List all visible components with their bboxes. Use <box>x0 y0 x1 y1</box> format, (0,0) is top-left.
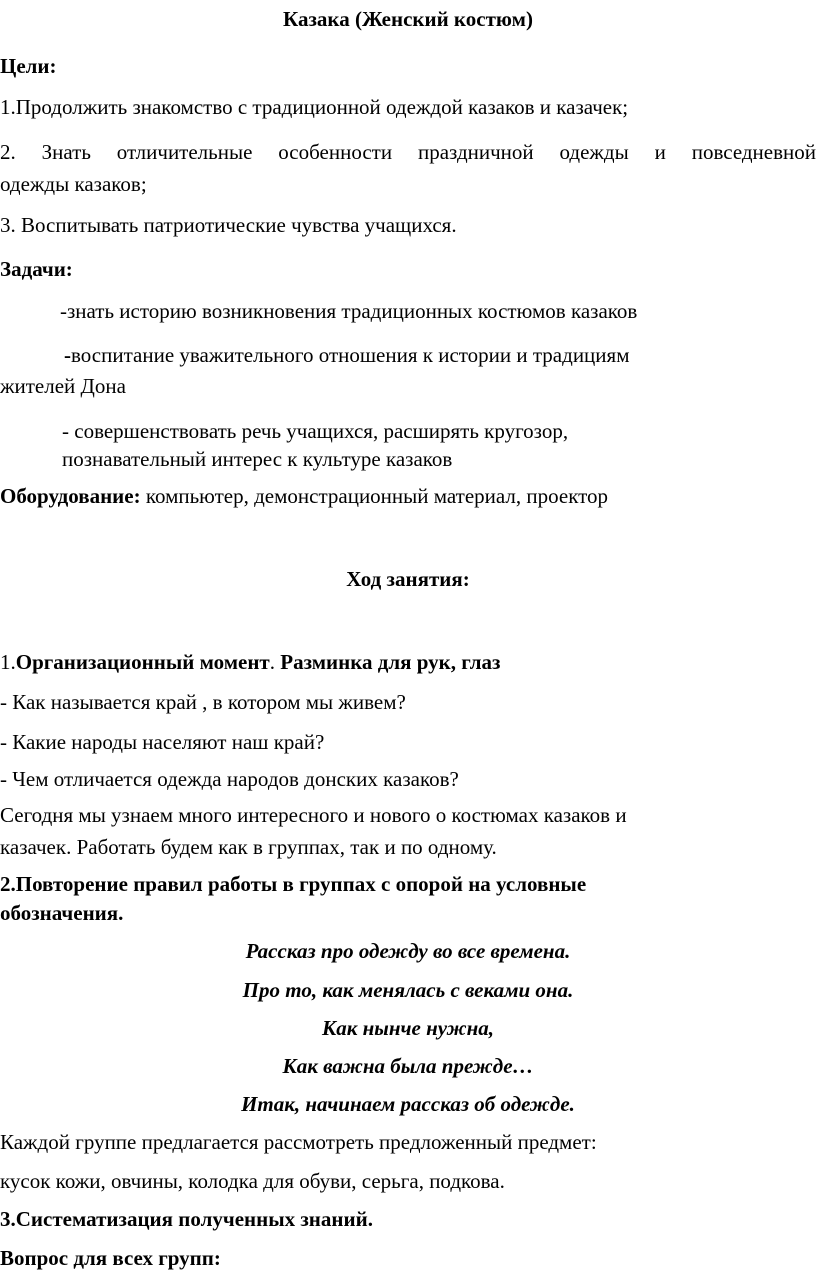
task-item-2-dash: - <box>64 343 71 367</box>
document-title: Казака (Женский костюм) <box>283 7 533 31</box>
task-item-1: -знать историю возникновения традиционных костюмов казаков <box>60 299 638 323</box>
section-1-question-3: - Чем отличается одежда народов донских казаков? <box>0 767 459 791</box>
goal-item-2-line-1: 2. Знать отличительные особенности праздничной одежды и повседневной <box>0 140 816 164</box>
task-item-2-line-1 <box>64 342 816 368</box>
task-item-3-line-1: - совершенствовать речь учащихся, расширять кругозор, <box>62 419 569 443</box>
section-2-paragraph-line-2: кусок кожи, овчины, колодка для обуви, серьга, подкова. <box>0 1169 505 1193</box>
poem-line-4: Как важна была прежде… <box>282 1054 534 1078</box>
course-heading: Ход занятия: <box>346 567 470 591</box>
tasks-heading: Задачи: <box>0 257 73 281</box>
task-item-2-text: воспитание уважительного отношения к истории и традициям <box>71 343 630 367</box>
section-3-title: 3.Систематизация полученных знаний. <box>0 1207 373 1231</box>
section-1-number: 1. <box>0 650 16 674</box>
section-1-paragraph-line-1: Сегодня мы узнаем много интересного и нового о костюмах казаков и <box>0 803 627 827</box>
section-2-title-line-1: 2.Повторение правил работы в группах с опорой на условные <box>0 872 587 896</box>
section-1-separator: . <box>269 650 281 674</box>
goal-item-1: 1.Продолжить знакомство с традиционной одеждой казаков и казачек; <box>0 95 629 119</box>
section-2-title-line-2: обозначения. <box>0 901 124 925</box>
goal-item-2-line-2: одежды казаков; <box>0 172 147 196</box>
section-1-question-2: - Какие народы населяют наш край? <box>0 730 325 754</box>
task-item-2-line-2: жителей Дона <box>0 374 126 398</box>
poem-line-5: Итак, начинаем рассказ об одежде. <box>241 1092 575 1116</box>
equipment-label: Оборудование: <box>0 484 141 508</box>
goals-heading: Цели: <box>0 54 57 78</box>
section-3-question: Вопрос для всех групп: <box>0 1246 221 1270</box>
equipment-value: компьютер, демонстрационный материал, проектор <box>140 484 609 508</box>
equipment-line <box>0 483 816 509</box>
section-1-heading <box>0 649 816 675</box>
section-1-title-part-2: Разминка для рук, глаз <box>280 650 501 674</box>
section-1-title-part-1: Организационный момент <box>15 650 270 674</box>
section-2-paragraph-line-1: Каждой группе предлагается рассмотреть предложенный предмет: <box>0 1130 597 1154</box>
poem-line-1: Рассказ про одежду во все времена. <box>245 939 571 963</box>
task-item-3-line-2: познавательный интерес к культуре казаков <box>62 447 453 471</box>
poem-line-3: Как нынче нужна, <box>322 1016 494 1040</box>
section-1-paragraph-line-2: казачек. Работать будем как в группах, так и по одному. <box>0 835 497 859</box>
goal-item-3: 3. Воспитывать патриотические чувства учащихся. <box>0 213 457 237</box>
section-1-question-1: - Как называется край , в котором мы живем? <box>0 690 406 714</box>
poem-line-2: Про то, как менялась с веками она. <box>242 978 574 1002</box>
